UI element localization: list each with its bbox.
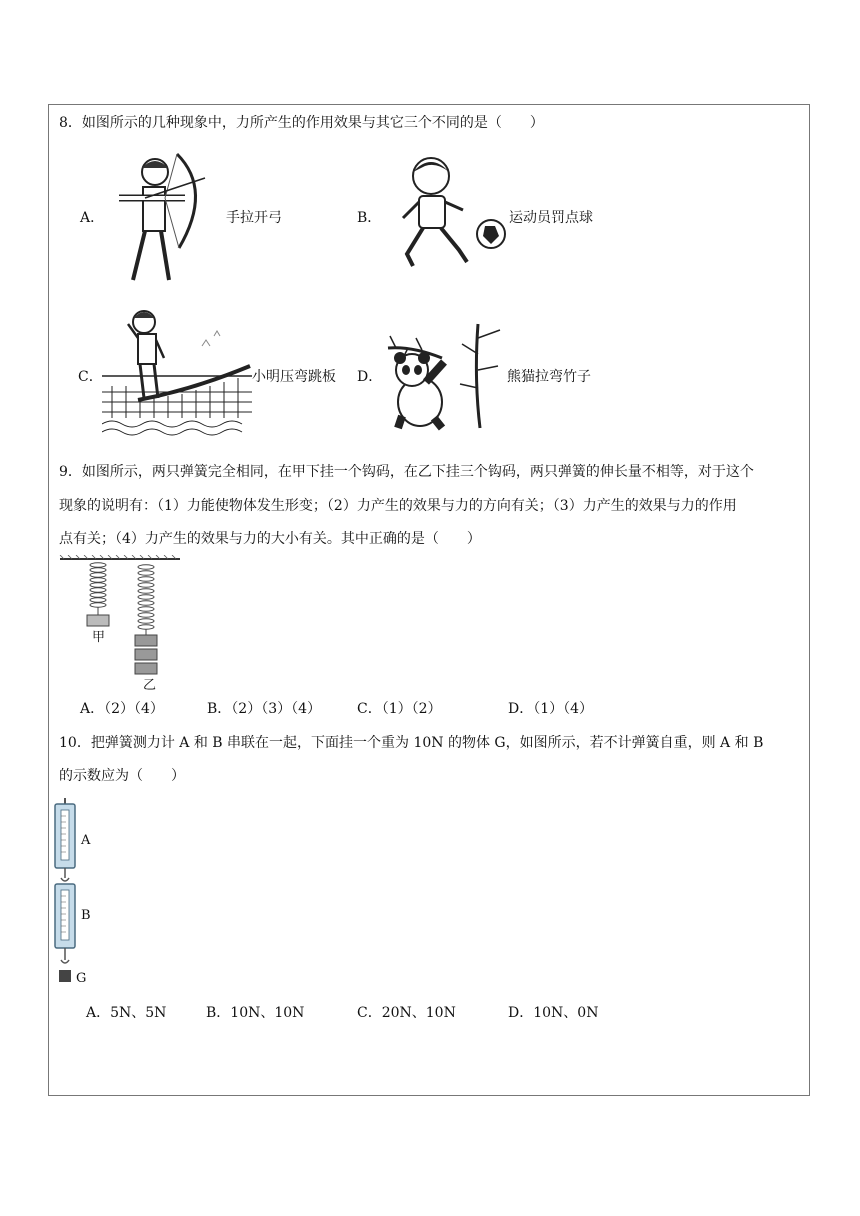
q9-stem-line-2: 现象的说明有：（1）力能使物体发生形变；（2）力产生的效果与力的方向有关；（3）力产生的效果与力的作用 [59, 498, 737, 514]
q10-option-d: D．10N、0N [508, 1005, 599, 1021]
q10-stem-line-1: 10．把弹簧测力计 A 和 B 串联在一起，下面挂一个重为 10N 的物体 G，如图所示，若不计弹簧自重，则 A 和 B [59, 735, 764, 751]
q9-stem-line-1: 9．如图所示，两只弹簧完全相同，在甲下挂一个钩码，在乙下挂三个钩码，两只弹簧的伸长量不相等，对于这个 [59, 464, 754, 480]
panda-bamboo-illustration [382, 318, 504, 432]
scale-b-label: B [81, 908, 91, 923]
q9-option-a: A．（2）（4） [80, 701, 164, 717]
q8-option-a-letter: A． [80, 210, 105, 226]
scale-a-label: A [81, 833, 91, 848]
q8-option-d-caption: 熊猫拉弯竹子 [507, 369, 591, 385]
q9-option-b: B．（2）（3）（4） [207, 701, 322, 717]
spring-yi-label: 乙 [143, 678, 157, 693]
diving-board-illustration [102, 306, 252, 440]
springs-figure [58, 555, 184, 691]
weight-g-label: G [76, 971, 87, 986]
q8-stem: 8．如图所示的几种现象中，力所产生的作用效果与其它三个不同的是（ ） [59, 115, 544, 131]
soccer-player-illustration [397, 154, 509, 272]
q8-option-a-caption: 手拉开弓 [226, 210, 282, 226]
q9-option-d: D．（1）（4） [508, 701, 594, 717]
q8-option-d-letter: D． [357, 369, 383, 385]
q9-stem-line-3: 点有关；（4）力产生的效果与力的大小有关。其中正确的是（ ） [59, 531, 481, 547]
q10-option-b: B．10N、10N [206, 1005, 305, 1021]
q10-option-c: C．20N、10N [357, 1005, 456, 1021]
archer-illustration [115, 150, 215, 286]
q8-option-b-caption: 运动员罚点球 [509, 210, 593, 226]
q8-option-c-letter: C． [78, 369, 103, 385]
q10-stem-line-2: 的示数应为（ ） [59, 768, 185, 784]
q9-option-c: C．（1）（2） [357, 701, 442, 717]
spring-scales-figure [52, 798, 78, 988]
q10-option-a: A．5N、5N [86, 1005, 167, 1021]
q8-option-b-letter: B． [357, 210, 382, 226]
spring-jia-label: 甲 [92, 630, 106, 645]
q8-option-c-caption: 小明压弯跳板 [252, 369, 336, 385]
